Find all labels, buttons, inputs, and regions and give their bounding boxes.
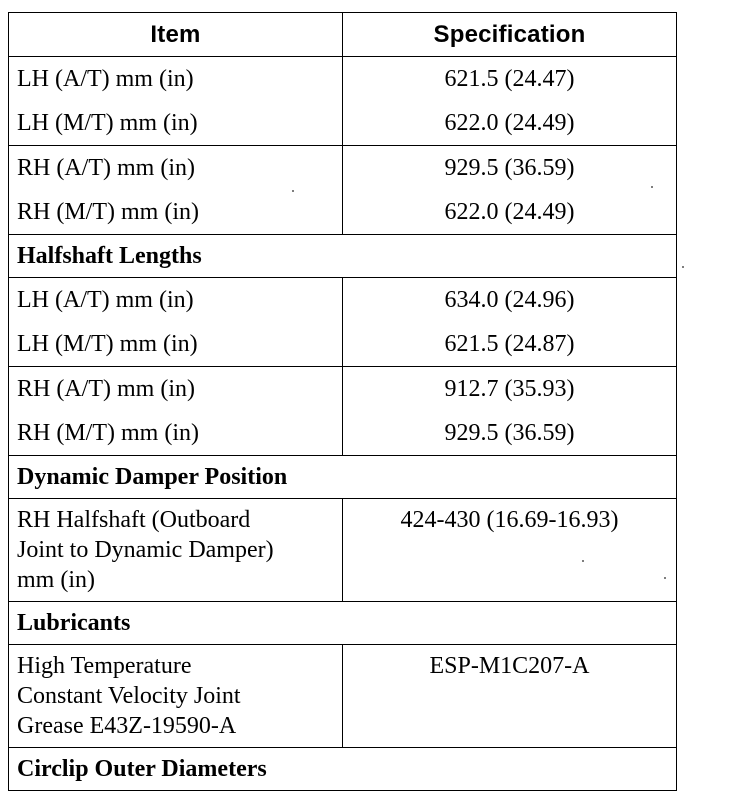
item-text: Constant Velocity Joint <box>17 683 241 709</box>
table-row <box>9 645 677 748</box>
item-text: RH (A/T) mm (in) <box>17 155 195 181</box>
item-text: Joint to Dynamic Damper) <box>17 537 274 563</box>
table-row <box>9 57 677 146</box>
spec-cell <box>343 499 677 602</box>
section-row <box>9 748 677 791</box>
item-text: LH (M/T) mm (in) <box>17 331 198 357</box>
scan-speck <box>582 560 584 562</box>
item-cell <box>9 57 343 146</box>
item-cell <box>9 367 343 456</box>
item-text: RH (M/T) mm (in) <box>17 199 199 225</box>
table-row <box>9 499 677 602</box>
table-row <box>9 367 677 456</box>
item-cell <box>9 645 343 748</box>
item-cell <box>9 499 343 602</box>
scan-speck <box>664 577 666 579</box>
section-title-halfshaft-lengths: Halfshaft Lengths <box>9 235 677 278</box>
item-cell <box>9 278 343 367</box>
spec-cell <box>343 146 677 235</box>
specification-table <box>8 12 677 791</box>
spec-value: 912.7 (35.93) <box>444 376 575 402</box>
spec-value: 929.5 (36.59) <box>444 420 575 446</box>
header-row <box>9 13 677 57</box>
item-text: LH (A/T) mm (in) <box>17 66 194 92</box>
spec-value: 622.0 (24.49) <box>444 199 575 225</box>
spec-value: 424-430 (16.69-16.93) <box>400 507 619 533</box>
scan-speck <box>651 186 653 188</box>
item-text: RH (M/T) mm (in) <box>17 420 199 446</box>
section-row <box>9 602 677 645</box>
spec-value: 621.5 (24.87) <box>444 331 575 357</box>
spec-value: ESP-M1C207-A <box>429 653 590 679</box>
spec-value: 622.0 (24.49) <box>444 110 575 136</box>
section-row <box>9 235 677 278</box>
spec-value: 929.5 (36.59) <box>444 155 575 181</box>
scan-speck <box>682 266 684 268</box>
scan-speck <box>292 190 294 192</box>
item-text: LH (M/T) mm (in) <box>17 110 198 136</box>
section-title-dynamic-damper: Dynamic Damper Position <box>9 456 677 499</box>
spec-cell <box>343 57 677 146</box>
header-item: Item <box>9 13 343 57</box>
header-specification: Specification <box>343 13 677 57</box>
item-text: mm (in) <box>17 567 95 593</box>
section-title-circlip: Circlip Outer Diameters <box>9 748 677 791</box>
item-text: RH Halfshaft (Outboard <box>17 507 251 533</box>
item-text: High Temperature <box>17 653 192 679</box>
item-text: Grease E43Z-19590-A <box>17 713 237 739</box>
item-text: RH (A/T) mm (in) <box>17 376 195 402</box>
spec-value: 634.0 (24.96) <box>444 287 575 313</box>
table-row <box>9 278 677 367</box>
spec-cell <box>343 367 677 456</box>
section-title-lubricants: Lubricants <box>9 602 677 645</box>
spec-value: 621.5 (24.47) <box>444 66 575 92</box>
item-text: LH (A/T) mm (in) <box>17 287 194 313</box>
spec-cell <box>343 645 677 748</box>
section-row <box>9 456 677 499</box>
table-row <box>9 146 677 235</box>
spec-cell <box>343 278 677 367</box>
